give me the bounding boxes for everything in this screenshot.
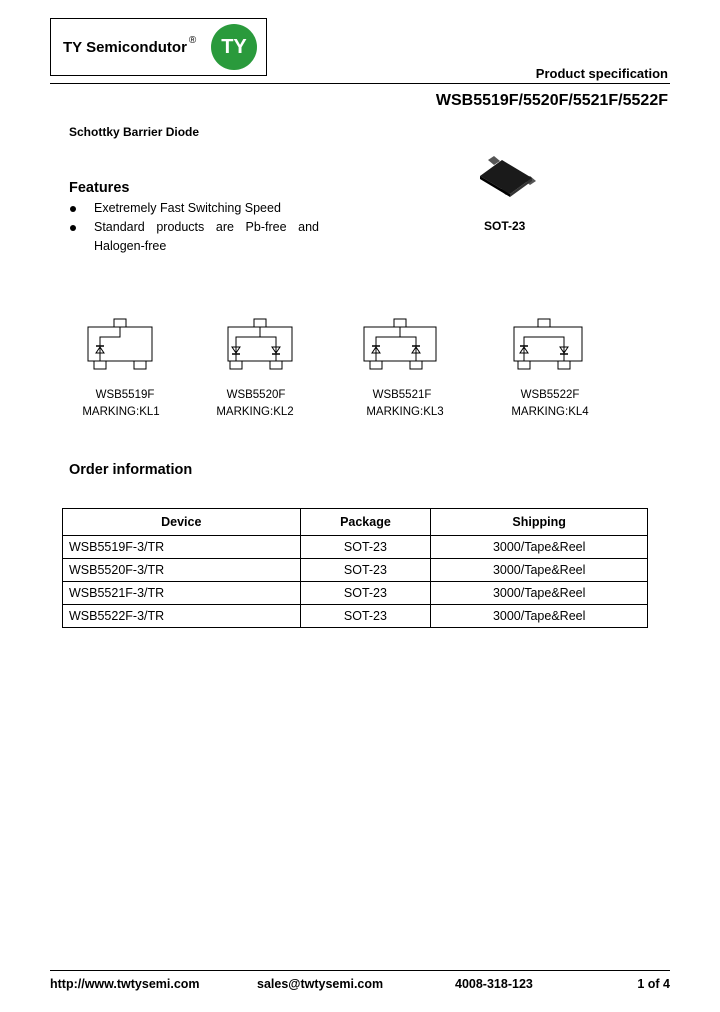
order-table — [62, 508, 648, 628]
table-header-row — [63, 509, 648, 536]
table-row — [63, 582, 648, 605]
package-label: SOT-23 — [484, 219, 526, 233]
table-row — [63, 605, 648, 628]
circuit-diagram-wsb5520f — [220, 315, 300, 375]
shipping-cell: 3000/Tape&Reel — [431, 536, 648, 559]
circuit-diagram-wsb5522f — [508, 315, 588, 375]
company-logo-mark: TY — [211, 24, 257, 70]
table-row — [63, 536, 648, 559]
product-subtitle: Schottky Barrier Diode — [69, 125, 200, 139]
device-cell: WSB5519F-3/TR — [63, 536, 301, 559]
feature-item: Exetremely Fast Switching Speed — [69, 201, 329, 217]
circuit-marking: MARKING:KL1 — [82, 406, 160, 418]
footer-website-link[interactable]: http://www.twtysemi.com — [50, 977, 200, 991]
header-rule — [50, 83, 670, 84]
package-cell: SOT-23 — [300, 536, 431, 559]
circuit-name: WSB5521F — [372, 389, 432, 401]
table-row — [63, 559, 648, 582]
footer-email-link[interactable]: sales@twtysemi.com — [257, 977, 384, 991]
company-name: TY Semicondutor ® — [63, 35, 197, 56]
package-cell: SOT-23 — [300, 559, 431, 582]
circuit-marking: MARKING:KL2 — [216, 406, 294, 418]
order-heading: Order information — [69, 462, 193, 478]
circuit-marking: MARKING:KL3 — [366, 406, 444, 418]
device-cell: WSB5520F-3/TR — [63, 559, 301, 582]
circuit-diagram-wsb5519f — [80, 315, 160, 375]
circuit-diagram-wsb5521f — [360, 315, 440, 375]
feature-item: Standard products are Pb-free and — [69, 220, 329, 236]
spec-label: Product specification — [535, 66, 668, 81]
footer-phone: 4008-318-123 — [455, 977, 533, 991]
features-heading: Features — [69, 180, 130, 196]
column-header: Shipping — [431, 509, 648, 536]
circuit-name: WSB5519F — [95, 389, 155, 401]
footer-rule — [50, 970, 670, 971]
circuit-name: WSB5522F — [520, 389, 580, 401]
bullet-icon — [70, 225, 76, 231]
shipping-cell: 3000/Tape&Reel — [431, 605, 648, 628]
device-cell: WSB5522F-3/TR — [63, 605, 301, 628]
shipping-cell: 3000/Tape&Reel — [431, 559, 648, 582]
circuit-name: WSB5520F — [226, 389, 286, 401]
circuit-marking: MARKING:KL4 — [511, 406, 589, 418]
column-header: Package — [300, 509, 431, 536]
package-cell: SOT-23 — [300, 582, 431, 605]
shipping-cell: 3000/Tape&Reel — [431, 582, 648, 605]
bullet-icon — [70, 206, 76, 212]
page-number: 1 of 4 — [637, 977, 670, 991]
column-header: Device — [63, 509, 301, 536]
package-cell: SOT-23 — [300, 605, 431, 628]
feature-item-continued: Halogen-free — [94, 239, 167, 253]
sot23-package-image — [474, 150, 540, 202]
device-cell: WSB5521F-3/TR — [63, 582, 301, 605]
part-numbers-title: WSB5519F/5520F/5521F/5522F — [435, 92, 668, 109]
company-logo-box — [50, 18, 267, 76]
registered-mark: ® — [188, 35, 197, 46]
